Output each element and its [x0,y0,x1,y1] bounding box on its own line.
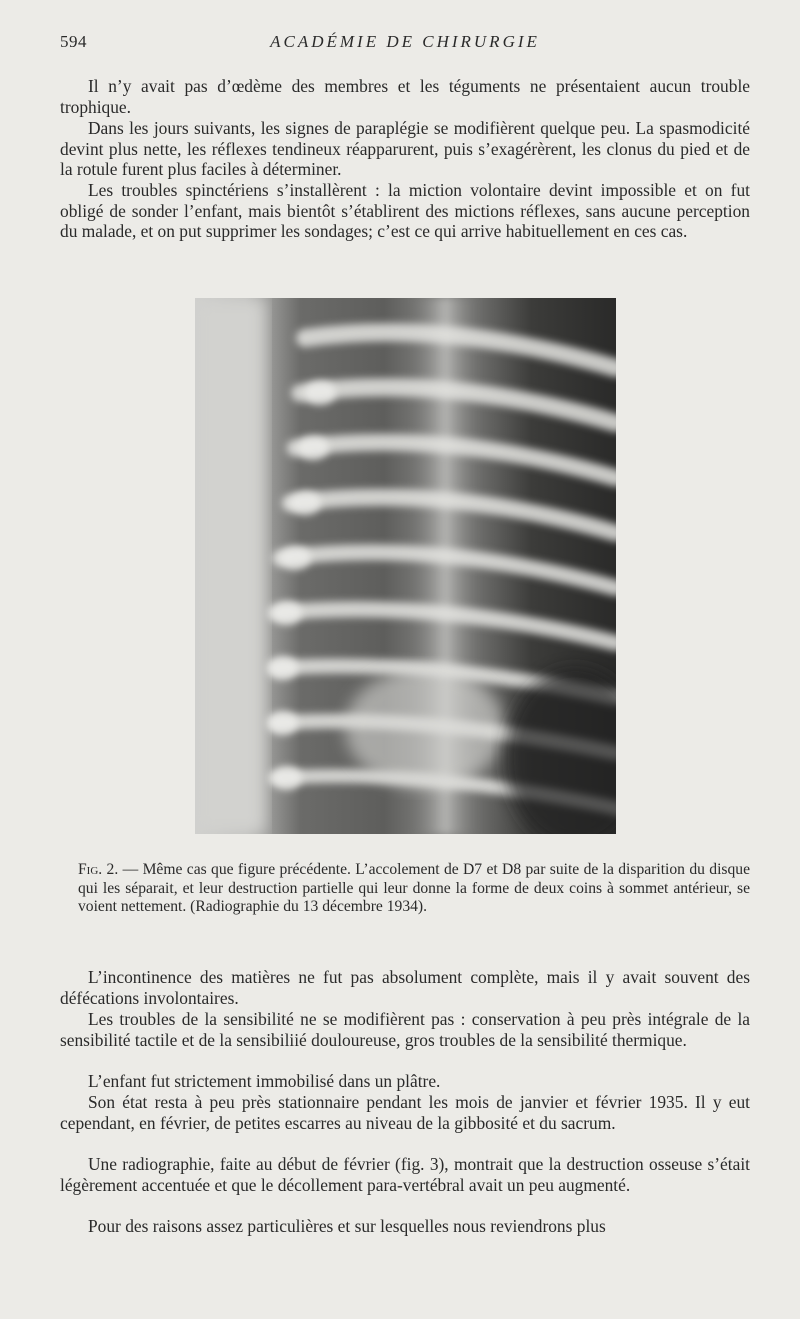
radiograph-image [195,298,616,834]
running-title: ACADÉMIE DE CHIRURGIE [270,32,540,51]
caption-text: — Même cas que figure précédente. L’accolement de D7 et D8 par suite de la disparition du disque qui les séparait, et leur destruction partielle qui leur donne la forme de deux coins à sommet antérieur, se voient nettement. (Radiographie du 13 décembre 1934). [78,861,750,915]
radiograph-figure [195,298,616,834]
paragraph: L’enfant fut strictement immobilisé dans un plâtre. [88,1071,441,1091]
page-header [60,30,750,54]
figure-caption [78,861,750,917]
paragraph: Dans les jours suivants, les signes de paraplégie se modifièrent quelque peu. La spasmodicité devint plus nette, les réflexes tendineux réapparurent, puis s’exagérèrent, les clonus du pied et de la rotule furent plus faciles à déterminer. [60,118,750,180]
paragraph: Il n’y avait pas d’œdème des membres et les téguments ne présentaient aucun trouble trophique. [60,76,750,117]
paragraph: Les troubles de la sensibilité ne se modifièrent pas : conservation à peu près intégrale de la sensibilité tactile et de la sensibiliié douloureuse, gros troubles de la sensibilité thermique. [60,1009,750,1050]
paragraph: Les troubles spinctériens s’installèrent : la miction volontaire devint impossible et on fut obligé de sonder l’enfant, mais bientôt s’établirent des mictions réflexes, sans aucune perception du malade, et on put supprimer les sondages; c’est ce qui arrive habituellement en ces cas. [60,180,750,242]
paragraph: Son état resta à peu près stationnaire pendant les mois de janvier et février 1935. Il y eut cependant, en février, de petites escarres au niveau de la gibbosité et du sacrum. [60,1092,750,1133]
caption-label: Fig. 2. [78,861,119,878]
paragraph: Une radiographie, faite au début de février (fig. 3), montrait que la destruction osseuse s’était légèrement accentuée et que le décollement para-vertébral avait un peu augmenté. [60,1154,750,1195]
paragraph: Pour des raisons assez particulières et sur lesquelles nous reviendrons plus [88,1216,606,1236]
paragraph: L’incontinence des matières ne fut pas absolument complète, mais il y avait souvent des défécations involontaires. [60,967,750,1008]
page-number: 594 [60,32,87,51]
